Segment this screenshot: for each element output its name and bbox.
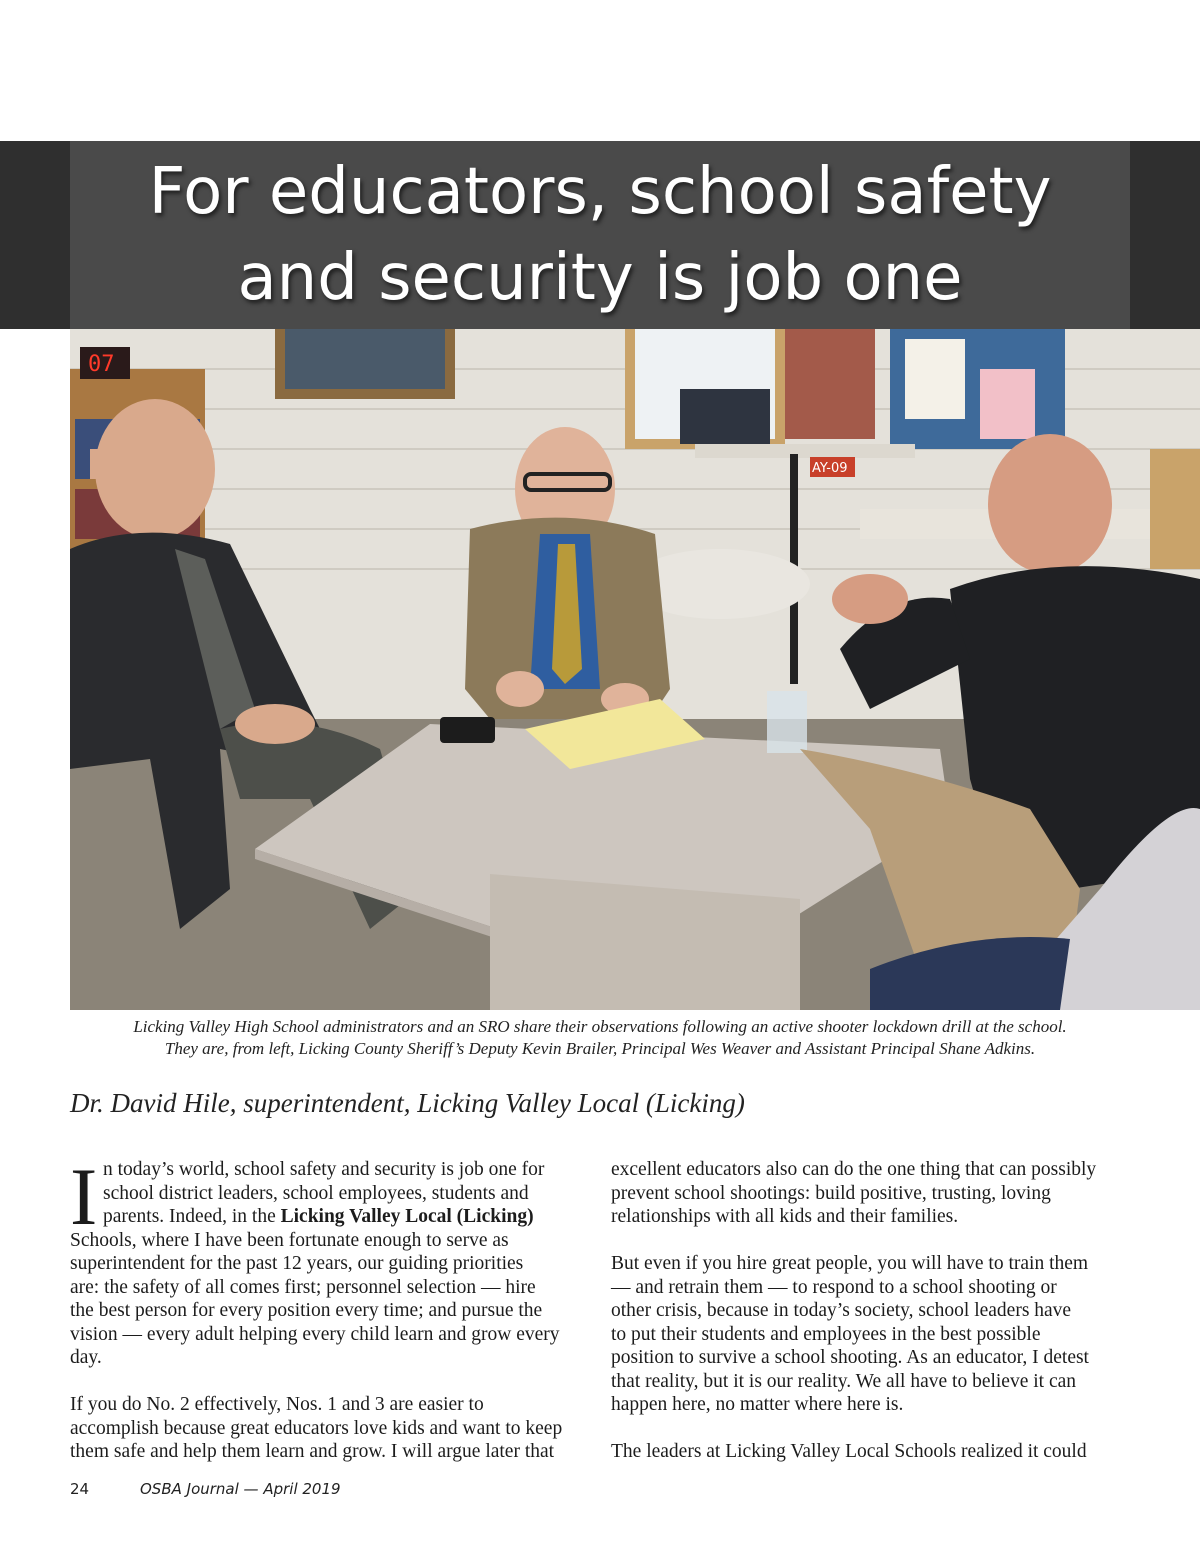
article-line: accomplish because great educators love kids and want to keep [70,1417,563,1439]
paragraph-gap [611,1229,1131,1253]
article-line: — and retrain them — to respond to a school shooting or [611,1276,1057,1298]
article-line: excellent educators also can do the one thing that can possibly [611,1159,1097,1180]
article-column-right [611,1158,1131,1464]
article-line: are: the safety of all comes first; personnel selection — hire [70,1276,536,1298]
article-line: the best person for every position every time; and pursue the [70,1300,543,1321]
photo-meeting-scene-icon [70,329,1200,1010]
article-line: vision — every adult helping every child learn and grow every [70,1323,560,1345]
page-footer [70,1480,341,1498]
district-name-bold: Licking Valley Local (Licking) [280,1206,534,1227]
page-number: 24 [70,1480,90,1498]
article-line: superintendent for the past 12 years, our guiding priorities [70,1253,524,1274]
headline-box [70,141,1130,329]
article-line: them safe and help them learn and grow. I will argue later that [70,1441,555,1462]
article-line: But even if you hire great people, you will have to train them [611,1253,1089,1274]
article-line: relationships with all kids and their families. [611,1206,959,1227]
photo-caption [70,1016,1130,1060]
caption-line-2: They are, from left, Licking County Sheriff’s Deputy Kevin Brailer, Principal Wes Weaver and Assistant Principal Shane Adkins. [164,1039,1036,1058]
photo-sign-text: AY-09 [812,461,848,476]
article-line: to put their students and employees in the best possible [611,1323,1041,1345]
radio-display-text: 07 [88,352,115,377]
byline: Dr. David Hile, superintendent, Licking Valley Local (Licking) [70,1088,745,1118]
article-line: prevent school shootings: build positive, trusting, loving [611,1182,1051,1204]
article-line: school district leaders, school employees, students and [103,1182,529,1204]
journal-issue: OSBA Journal — April 2019 [140,1480,341,1498]
article-line: happen here, no matter where here is. [611,1394,904,1415]
article-line: n today’s world, school safety and security is job one for [103,1159,545,1180]
article-line: If you do No. 2 effectively, Nos. 1 and 3 are easier to [70,1394,484,1415]
drop-cap: I [70,1151,98,1242]
article-line: The leaders at Licking Valley Local Schools realized it could [611,1441,1087,1462]
article-line: day. [70,1347,102,1368]
paragraph-gap [70,1370,590,1394]
article-text: parents. Indeed, in the [103,1206,281,1227]
article-column-left [70,1151,590,1464]
article-line: Schools, where I have been fortunate enough to serve as [70,1229,509,1251]
article-line [70,1205,590,1229]
article-line: other crisis, because in today’s society, school leaders have [611,1300,1072,1321]
article-photo [70,329,1200,1010]
caption-line-1: Licking Valley High School administrators and an SRO share their observations following an active shooter lockdown drill at the school. [133,1017,1067,1036]
headline-line-1: For educators, school safety [148,155,1052,229]
paragraph-gap [611,1417,1131,1441]
headline-line-2: and security is job one [237,241,963,315]
article-line: position to survive a school shooting. As an educator, I detest [611,1347,1089,1368]
article-line: that reality, but it is our reality. We all have to believe it can [611,1370,1077,1392]
